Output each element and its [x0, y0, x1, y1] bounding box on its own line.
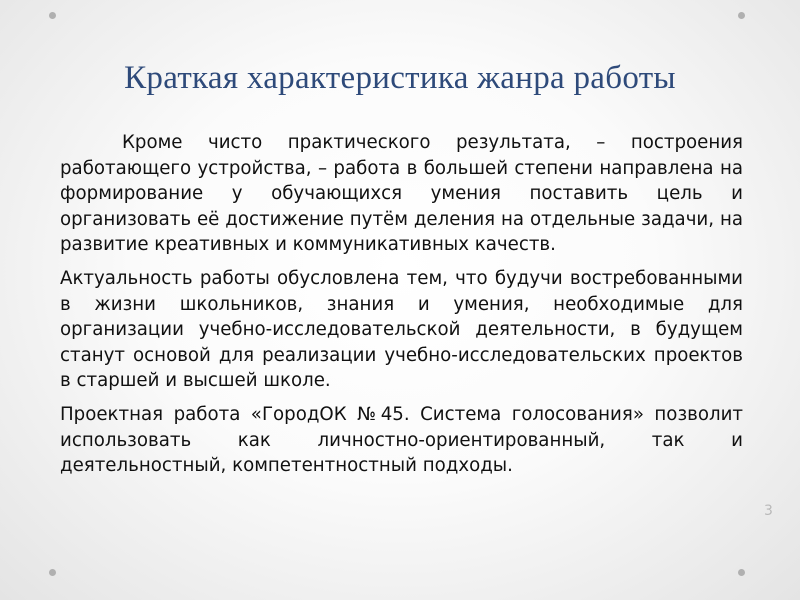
corner-dot-top-left: [49, 12, 56, 19]
corner-dot-bottom-left: [49, 569, 56, 576]
corner-dot-bottom-right: [738, 569, 745, 576]
corner-dot-top-right: [738, 12, 745, 19]
paragraph-result: Кроме чисто практического результата, – построения работающего устройства, – работа в большей степени направлена на формирование у обучающихся умения поставить цель и организовать её достижение путём деления на отдельные задачи, на развитие креативных и коммуникативных качеств.: [60, 132, 743, 256]
slide-body: [60, 130, 743, 487]
slide-number: 3: [764, 503, 773, 519]
paragraph-project: Проектная работа «ГородОК №45. Система голосования» позволит использовать как личностно-ориентированный, так и деятельностный, компетентностный подходы.: [60, 403, 743, 477]
slide-title: Краткая характеристика жанра работы: [124, 60, 676, 96]
paragraph-relevance: Актуальность работы обусловлена тем, что будучи востребованными в жизни школьников, знания и умения, необходимые для организации учебно-исследовательской деятельности, в будущем станут основой для реализации учебно-исследовательских проектов в старшей и высшей школе.: [60, 267, 743, 392]
